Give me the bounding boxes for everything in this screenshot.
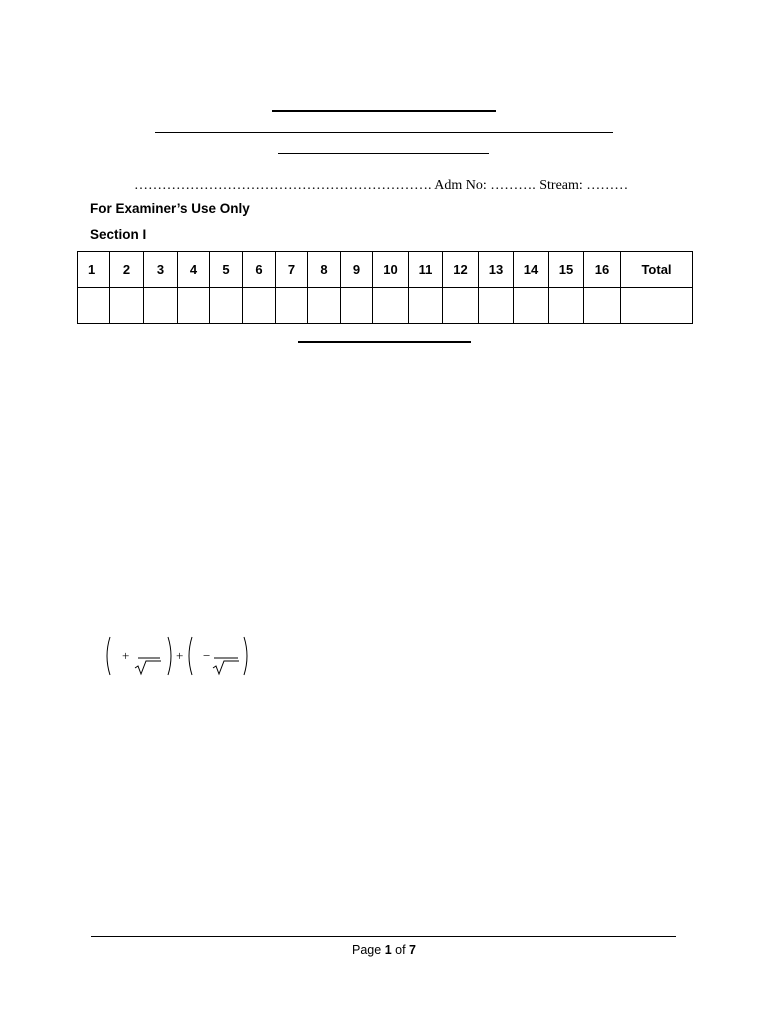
- minus-sign: −: [203, 648, 211, 663]
- score-cell[interactable]: [479, 288, 514, 324]
- score-cell[interactable]: [584, 288, 621, 324]
- header-cell: 5: [210, 252, 243, 288]
- score-cell[interactable]: [308, 288, 341, 324]
- score-cell-total[interactable]: [621, 288, 693, 324]
- adm-no-dots: ……….: [490, 178, 536, 193]
- header-cell: 6: [243, 252, 276, 288]
- right-paren-2: [244, 637, 247, 675]
- marks-header-row: [78, 252, 693, 288]
- plus-sign-2: +: [176, 648, 184, 663]
- title-line-2: [155, 132, 613, 133]
- left-paren-1: [107, 637, 110, 675]
- name-dots: ……………………………………………………….: [134, 178, 432, 193]
- header-cell: 12: [443, 252, 479, 288]
- header-cell: 9: [341, 252, 373, 288]
- page-total: 7: [409, 943, 416, 957]
- score-cell[interactable]: [243, 288, 276, 324]
- section-divider: [298, 341, 471, 343]
- sqrt-sign-2: [213, 661, 239, 674]
- score-cell[interactable]: [276, 288, 308, 324]
- header-cell: 16: [584, 252, 621, 288]
- score-cell[interactable]: [409, 288, 443, 324]
- page-current: 1: [384, 943, 392, 957]
- header-cell: 2: [110, 252, 144, 288]
- score-cell[interactable]: [178, 288, 210, 324]
- of-word: of: [395, 943, 406, 957]
- score-cell[interactable]: [78, 288, 110, 324]
- score-cell[interactable]: [373, 288, 409, 324]
- formula-expression: [103, 634, 253, 678]
- plus-sign-1: +: [122, 648, 130, 663]
- marks-table: [77, 251, 693, 324]
- header-cell: 14: [514, 252, 549, 288]
- header-cell: 10: [373, 252, 409, 288]
- right-paren-1: [168, 637, 171, 675]
- header-cell: 3: [144, 252, 178, 288]
- marks-score-row: [78, 288, 693, 324]
- adm-no-label: Adm No:: [434, 178, 487, 193]
- header-cell: 13: [479, 252, 514, 288]
- stream-dots: ………: [586, 178, 629, 193]
- footer-rule: [91, 936, 676, 937]
- header-cell: 8: [308, 252, 341, 288]
- header-cell: 11: [409, 252, 443, 288]
- stream-label: Stream:: [539, 178, 583, 193]
- score-cell[interactable]: [144, 288, 178, 324]
- score-cell[interactable]: [210, 288, 243, 324]
- score-cell[interactable]: [110, 288, 144, 324]
- header-cell: 1: [78, 252, 110, 288]
- left-paren-2: [189, 637, 192, 675]
- title-line-1: [272, 110, 496, 112]
- sqrt-sign-1: [135, 661, 161, 674]
- score-cell[interactable]: [514, 288, 549, 324]
- header-cell-total: Total: [621, 252, 693, 288]
- page-number: [0, 943, 768, 957]
- header-cell: 4: [178, 252, 210, 288]
- section-label: Section I: [90, 227, 147, 242]
- title-line-3: [278, 153, 489, 154]
- score-cell[interactable]: [549, 288, 584, 324]
- score-cell[interactable]: [341, 288, 373, 324]
- examiner-use-label: For Examiner’s Use Only: [90, 201, 250, 216]
- page-word: Page: [352, 943, 382, 957]
- header-cell: 7: [276, 252, 308, 288]
- header-cell: 15: [549, 252, 584, 288]
- score-cell[interactable]: [443, 288, 479, 324]
- student-details-line: [134, 178, 628, 194]
